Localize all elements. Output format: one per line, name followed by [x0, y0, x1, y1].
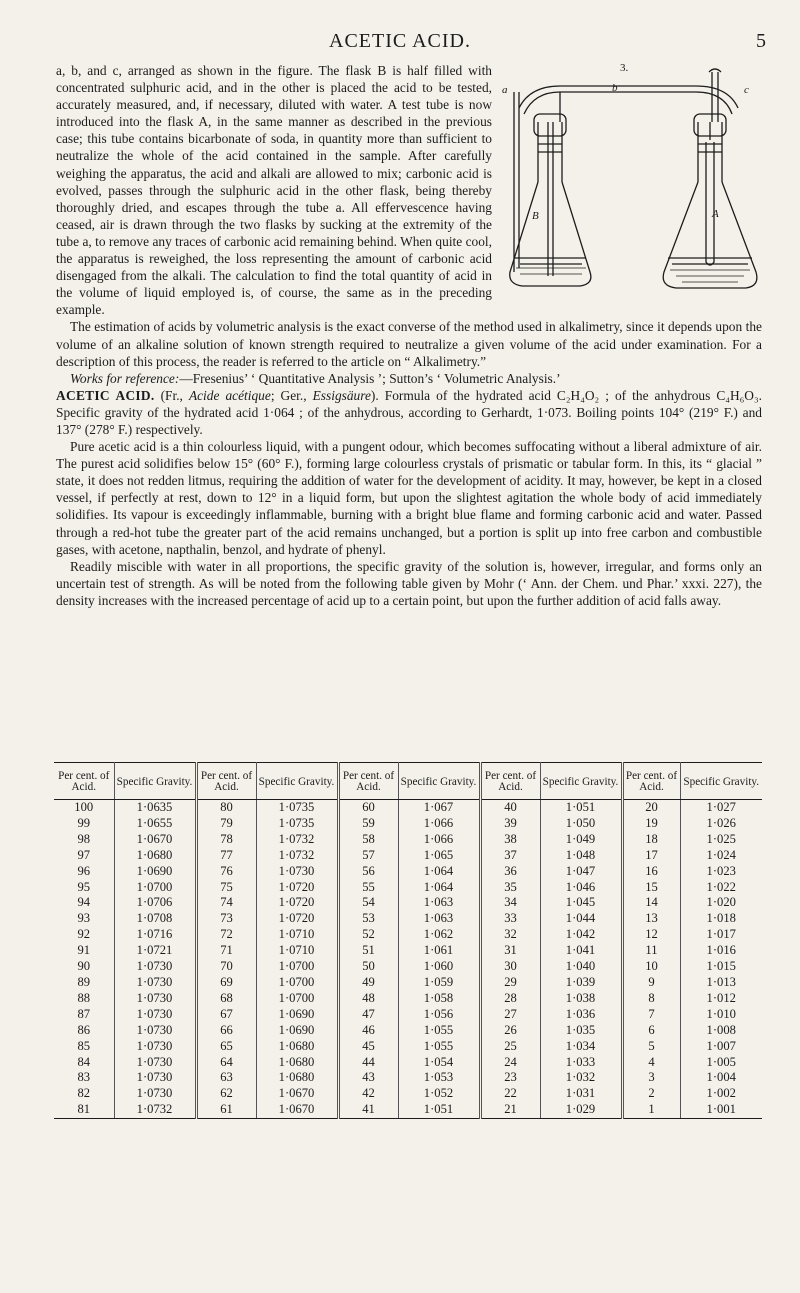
percent-cell: 79 — [196, 816, 256, 832]
percent-cell: 10 — [622, 959, 680, 975]
gravity-cell: 1·007 — [706, 1038, 736, 1053]
table-row — [54, 880, 762, 896]
gravity-cell: 1·044 — [540, 911, 622, 927]
gravity-cell: 1·0710 — [256, 927, 338, 943]
percent-cell: 59 — [338, 816, 398, 832]
percent-cell: 84 — [54, 1055, 114, 1071]
percent-cell: 20 — [622, 800, 680, 816]
gravity-cell: 1·0690 — [256, 1007, 338, 1023]
table-row — [54, 975, 762, 991]
gravity-cell: 1·018 — [706, 911, 736, 926]
gravity-cell: 1·0700 — [256, 991, 338, 1007]
percent-cell: 26 — [480, 1023, 540, 1039]
gravity-cell: 1·005 — [706, 1054, 736, 1069]
percent-cell: 9 — [622, 975, 680, 991]
gravity-cell: 1·017 — [706, 927, 736, 942]
gravity-cell: 1·066 — [398, 816, 480, 832]
gravity-cell: 1·0730 — [114, 1023, 196, 1039]
label-flask-b: B — [532, 210, 539, 222]
percent-cell: 3 — [622, 1070, 680, 1086]
gravity-cell: 1·022 — [706, 879, 736, 894]
percent-cell: 2 — [622, 1086, 680, 1102]
table-row — [54, 927, 762, 943]
col-header-pct: Per cent. of Acid. — [480, 763, 540, 800]
gravity-cell: 1·0730 — [114, 959, 196, 975]
label-flask-a: A — [712, 208, 719, 220]
flask-b-body — [510, 182, 591, 286]
percent-cell: 51 — [338, 943, 398, 959]
flask-a-body — [663, 182, 757, 288]
table-row — [54, 959, 762, 975]
percent-cell: 4 — [622, 1055, 680, 1071]
gravity-cell: 1·0710 — [256, 943, 338, 959]
percent-cell: 62 — [196, 1086, 256, 1102]
col-header-sg: Specific Gravity. — [540, 763, 622, 800]
gravity-cell: 1·015 — [706, 959, 736, 974]
percent-cell: 54 — [338, 895, 398, 911]
gravity-cell: 1·031 — [540, 1086, 622, 1102]
percent-cell: 43 — [338, 1070, 398, 1086]
percent-cell: 91 — [54, 943, 114, 959]
gravity-cell: 1·056 — [398, 1007, 480, 1023]
percent-cell: 32 — [480, 927, 540, 943]
percent-cell: 40 — [480, 800, 540, 816]
percent-cell: 52 — [338, 927, 398, 943]
table-row — [54, 1055, 762, 1071]
percent-cell: 81 — [54, 1102, 114, 1118]
label-a: a — [502, 84, 508, 96]
gravity-cell: 1·035 — [540, 1023, 622, 1039]
percent-cell: 11 — [622, 943, 680, 959]
percent-cell: 19 — [622, 816, 680, 832]
gravity-cell: 1·029 — [540, 1102, 622, 1118]
gravity-cell: 1·012 — [706, 990, 736, 1005]
gravity-cell: 1·040 — [540, 959, 622, 975]
gravity-cell: 1·0720 — [256, 911, 338, 927]
col-header-pct: Per cent. of Acid. — [622, 763, 680, 800]
gravity-cell: 1·0730 — [114, 975, 196, 991]
percent-cell: 69 — [196, 975, 256, 991]
percent-cell: 83 — [54, 1070, 114, 1086]
percent-cell: 93 — [54, 911, 114, 927]
gravity-cell: 1·0708 — [114, 911, 196, 927]
gravity-cell: 1·016 — [706, 943, 736, 958]
percent-cell: 45 — [338, 1039, 398, 1055]
gravity-cell: 1·001 — [680, 1102, 762, 1118]
percent-cell: 47 — [338, 1007, 398, 1023]
gravity-cell: 1·0700 — [114, 880, 196, 896]
percent-cell: 65 — [196, 1039, 256, 1055]
apparatus-figure — [500, 62, 762, 306]
gravity-cell: 1·0735 — [256, 816, 338, 832]
percent-cell: 37 — [480, 848, 540, 864]
heading-pre: (Fr., — [160, 387, 189, 403]
percent-cell: 74 — [196, 895, 256, 911]
gravity-cell: 1·0680 — [256, 1055, 338, 1071]
percent-cell: 76 — [196, 864, 256, 880]
percent-cell: 27 — [480, 1007, 540, 1023]
percent-cell: 23 — [480, 1070, 540, 1086]
gravity-cell: 1·024 — [706, 847, 736, 862]
gravity-cell: 1·0730 — [114, 1055, 196, 1071]
gravity-cell: 1·058 — [398, 991, 480, 1007]
gravity-cell: 1·064 — [398, 864, 480, 880]
percent-cell: 89 — [54, 975, 114, 991]
gravity-cell: 1·0700 — [256, 959, 338, 975]
gravity-cell: 1·0730 — [114, 1070, 196, 1086]
body-text — [56, 62, 762, 609]
percent-cell: 96 — [54, 864, 114, 880]
percent-cell: 77 — [196, 848, 256, 864]
table-row — [54, 1039, 762, 1055]
heading-mid: ; Ger., — [270, 387, 313, 403]
gravity-cell: 1·0716 — [114, 927, 196, 943]
gravity-cell: 1·034 — [540, 1039, 622, 1055]
gravity-cell: 1·0730 — [114, 1007, 196, 1023]
gravity-cell: 1·036 — [540, 1007, 622, 1023]
gravity-cell: 1·0732 — [256, 848, 338, 864]
gravity-cell: 1·0655 — [114, 816, 196, 832]
percent-cell: 1 — [622, 1102, 680, 1118]
gravity-cell: 1·0670 — [256, 1086, 338, 1102]
gravity-cell: 1·0680 — [256, 1070, 338, 1086]
percent-cell: 86 — [54, 1023, 114, 1039]
gravity-cell: 1·055 — [398, 1039, 480, 1055]
percent-cell: 95 — [54, 880, 114, 896]
table-row — [54, 895, 762, 911]
formula-text: ). Formula of the hydrated acid C₂H₄O₂ ; of the anhydrous C₄H₆O₃. Specific gravity of the hydrated acid 1·064 ; of the anhydrous, according to Gerhardt, 1·073. Boiling points 104° (219° F.) and 137° (278° F.) respectively. — [56, 387, 762, 437]
table-body — [54, 800, 762, 1119]
gravity-cell: 1·047 — [540, 864, 622, 880]
percent-cell: 85 — [54, 1039, 114, 1055]
gravity-cell: 1·038 — [540, 991, 622, 1007]
section-heading: ACETIC ACID. — [56, 387, 155, 403]
gravity-cell: 1·026 — [706, 815, 736, 830]
gravity-cell: 1·053 — [398, 1070, 480, 1086]
table-row — [54, 991, 762, 1007]
gravity-cell: 1·0732 — [114, 1102, 196, 1118]
gravity-cell: 1·045 — [540, 895, 622, 911]
gravity-cell: 1·041 — [540, 943, 622, 959]
col-header-pct: Per cent. of Acid. — [338, 763, 398, 800]
col-header-pct: Per cent. of Acid. — [196, 763, 256, 800]
percent-cell: 34 — [480, 895, 540, 911]
percent-cell: 48 — [338, 991, 398, 1007]
paragraph-acetic-acid — [56, 387, 762, 438]
table-row — [54, 1007, 762, 1023]
figure-number: 3. — [620, 62, 629, 74]
gravity-cell: 1·059 — [398, 975, 480, 991]
percent-cell: 58 — [338, 832, 398, 848]
references-label: Works for reference: — [70, 370, 180, 386]
gravity-cell: 1·0720 — [256, 895, 338, 911]
gravity-cell: 1·027 — [706, 800, 736, 814]
gravity-cell: 1·0670 — [114, 832, 196, 848]
gravity-cell: 1·0635 — [114, 800, 196, 816]
gravity-cell: 1·0690 — [256, 1023, 338, 1039]
percent-cell: 94 — [54, 895, 114, 911]
gravity-cell: 1·013 — [706, 974, 736, 989]
gravity-cell: 1·0706 — [114, 895, 196, 911]
percent-cell: 35 — [480, 880, 540, 896]
gravity-cell: 1·054 — [398, 1055, 480, 1071]
percent-cell: 49 — [338, 975, 398, 991]
percent-cell: 55 — [338, 880, 398, 896]
page-header — [0, 30, 800, 54]
paragraph-references — [56, 370, 762, 387]
gravity-cell: 1·042 — [540, 927, 622, 943]
percent-cell: 18 — [622, 832, 680, 848]
gravity-cell: 1·002 — [706, 1086, 736, 1101]
two-flask-apparatus-drawing — [500, 62, 762, 306]
percent-cell: 97 — [54, 848, 114, 864]
gravity-cell: 1·0730 — [114, 991, 196, 1007]
percent-cell: 36 — [480, 864, 540, 880]
percent-cell: 21 — [480, 1102, 540, 1118]
percent-cell: 61 — [196, 1102, 256, 1118]
gravity-cell: 1·0735 — [256, 800, 338, 816]
percent-cell: 12 — [622, 927, 680, 943]
table-row — [54, 832, 762, 848]
percent-cell: 6 — [622, 1023, 680, 1039]
percent-cell: 82 — [54, 1086, 114, 1102]
percent-cell: 73 — [196, 911, 256, 927]
table-row — [54, 1070, 762, 1086]
gravity-cell: 1·0670 — [256, 1102, 338, 1118]
percent-cell: 44 — [338, 1055, 398, 1071]
gravity-cell: 1·061 — [398, 943, 480, 959]
percent-cell: 75 — [196, 880, 256, 896]
gravity-cell: 1·039 — [540, 975, 622, 991]
gravity-cell: 1·020 — [706, 895, 736, 910]
percent-cell: 28 — [480, 991, 540, 1007]
percent-cell: 30 — [480, 959, 540, 975]
percent-cell: 15 — [622, 880, 680, 896]
percent-cell: 60 — [338, 800, 398, 816]
table-row — [54, 864, 762, 880]
percent-cell: 57 — [338, 848, 398, 864]
percent-cell: 53 — [338, 911, 398, 927]
percent-cell: 64 — [196, 1055, 256, 1071]
percent-cell: 17 — [622, 848, 680, 864]
gravity-cell: 1·033 — [540, 1055, 622, 1071]
percent-cell: 41 — [338, 1102, 398, 1118]
percent-cell: 7 — [622, 1007, 680, 1023]
percent-cell: 87 — [54, 1007, 114, 1023]
percent-cell: 14 — [622, 895, 680, 911]
col-header-sg: Specific Gravity. — [680, 763, 762, 800]
page-number: 5 — [756, 30, 766, 52]
gravity-cell: 1·050 — [540, 816, 622, 832]
percent-cell: 38 — [480, 832, 540, 848]
percent-cell: 71 — [196, 943, 256, 959]
gravity-cell: 1·046 — [540, 880, 622, 896]
gravity-cell: 1·064 — [398, 880, 480, 896]
table-row — [54, 800, 762, 816]
percent-cell: 22 — [480, 1086, 540, 1102]
percent-cell: 50 — [338, 959, 398, 975]
percent-cell: 100 — [54, 800, 114, 816]
paragraph-properties: Pure acetic acid is a thin colourless liquid, with a pungent odour, which becomes suffocating without a liberal admixture of air. The purest acid solidifies below 15° (60° F.), forming large colourless crystals of prismatic or tabular form. In this, its “ glacial ” state, it does not redden litmus, requiring the addition of water for the development of acidity. It may, however, be kept in a closed vessel, if perfectly at rest, down to 12° in a liquid form, but upon the slightest agitation the whole body of acid immediately solidifies. Its vapour is exceedingly inflammable, burning with a bright blue flame and forming carbonic acid and water. Passed through a red-hot tube the greater part of the acid remains unchanged, but a portion is split up into free carbon and combustible gases, with acetone, napthalin, benzol, and hydrate of phenyl. — [56, 439, 762, 557]
gravity-cell: 1·0700 — [256, 975, 338, 991]
gravity-cell: 1·049 — [540, 832, 622, 848]
col-header-sg: Specific Gravity. — [256, 763, 338, 800]
table-row — [54, 1023, 762, 1039]
gravity-cell: 1·063 — [398, 911, 480, 927]
gravity-cell: 1·004 — [706, 1070, 736, 1085]
paragraph-1: a, b, and c, arranged as shown in the figure. The flask B is half filled with concentrated sulphuric acid, and in the other is placed the acid to be tested, accurately measured, and, if necessary, diluted with water. A test tube is now introduced into the flask A, in the same manner as described in the previous case; this tube contains bicarbonate of soda, in quantity more than sufficient to neutralize the whole of the acid contained in the sample. After carefully weighing the apparatus, the acid and alkali are allowed to mix; carbonic acid is evolved, passes through the sulphuric acid in the other flask, being thereby thoroughly dried, and escapes through the tube a. All effervescence having ceased, air is drawn through the two flasks by sucking at the extremity of the tube a, to remove any traces of carbonic acid remaining behind. When quite cool, the apparatus is reweighed, the loss representing the amount of carbonic acid disengaged from the alkali. The calculation to find the total quantity of acid in the volume of liquid employed is, of course, the same as in the preceding example. — [56, 63, 492, 318]
table-header-row — [54, 763, 762, 800]
gravity-cell: 1·052 — [398, 1086, 480, 1102]
percent-cell: 68 — [196, 991, 256, 1007]
percent-cell: 46 — [338, 1023, 398, 1039]
gravity-cell: 1·010 — [706, 1006, 736, 1021]
percent-cell: 24 — [480, 1055, 540, 1071]
gravity-cell: 1·0720 — [256, 880, 338, 896]
german-name: Essigsäure — [312, 387, 371, 403]
percent-cell: 92 — [54, 927, 114, 943]
density-table — [54, 762, 762, 1119]
label-c: c — [744, 84, 749, 96]
percent-cell: 88 — [54, 991, 114, 1007]
table-row — [54, 943, 762, 959]
label-b: b — [612, 82, 618, 94]
table-row — [54, 1086, 762, 1102]
percent-cell: 5 — [622, 1039, 680, 1055]
percent-cell: 39 — [480, 816, 540, 832]
gravity-cell: 1·0730 — [256, 864, 338, 880]
paragraph-2: The estimation of acids by volumetric analysis is the exact converse of the method used in alkalimetry, since it depends upon the volume of an alkaline solution of known strength required to neutralize a given volume of the acid under examination. For a description of this process, the reader is referred to the article on “ Alkalimetry.” — [56, 319, 762, 369]
gravity-cell: 1·008 — [706, 1022, 736, 1037]
percent-cell: 33 — [480, 911, 540, 927]
table-row — [54, 816, 762, 832]
gravity-cell: 1·0732 — [256, 832, 338, 848]
gravity-cell: 1·051 — [540, 800, 622, 816]
gravity-cell: 1·048 — [540, 848, 622, 864]
percent-cell: 31 — [480, 943, 540, 959]
gravity-cell: 1·060 — [398, 959, 480, 975]
col-header-pct: Per cent. of Acid. — [54, 763, 114, 800]
table-row — [54, 911, 762, 927]
table-row — [54, 848, 762, 864]
percent-cell: 8 — [622, 991, 680, 1007]
percent-cell: 63 — [196, 1070, 256, 1086]
running-title: ACETIC ACID. — [329, 30, 471, 52]
col-header-sg: Specific Gravity. — [398, 763, 480, 800]
percent-cell: 98 — [54, 832, 114, 848]
gravity-cell: 1·032 — [540, 1070, 622, 1086]
gravity-cell: 1·0721 — [114, 943, 196, 959]
gravity-cell: 1·062 — [398, 927, 480, 943]
gravity-cell: 1·051 — [398, 1102, 480, 1118]
gravity-cell: 1·067 — [398, 800, 480, 816]
percent-cell: 16 — [622, 864, 680, 880]
gravity-cell: 1·0680 — [256, 1039, 338, 1055]
gravity-cell: 1·065 — [398, 848, 480, 864]
gravity-cell: 1·025 — [706, 831, 736, 846]
gravity-cell: 1·055 — [398, 1023, 480, 1039]
table-row — [54, 1102, 762, 1118]
percent-cell: 56 — [338, 864, 398, 880]
references-text: —Fresenius’ ‘ Quantitative Analysis ’; Sutton’s ‘ Volumetric Analysis.’ — [179, 370, 561, 386]
gravity-cell: 1·0730 — [114, 1039, 196, 1055]
percent-cell: 70 — [196, 959, 256, 975]
col-header-sg: Specific Gravity. — [114, 763, 196, 800]
gravity-cell: 1·0690 — [114, 864, 196, 880]
percent-cell: 29 — [480, 975, 540, 991]
percent-cell: 78 — [196, 832, 256, 848]
gravity-cell: 1·023 — [706, 863, 736, 878]
gravity-cell: 1·063 — [398, 895, 480, 911]
percent-cell: 80 — [196, 800, 256, 816]
percent-cell: 66 — [196, 1023, 256, 1039]
paragraph-miscible: Readily miscible with water in all proportions, the specific gravity of the solution is, however, irregular, and forms only an uncertain test of strength. As will be noted from the following table given by Mohr (‘ Ann. der Chem. und Phar.’ xxxi. 227), the density increases with the increased percentage of acid up to a certain point, but upon the further addition of acid falls away. — [56, 558, 762, 608]
percent-cell: 99 — [54, 816, 114, 832]
percent-cell: 42 — [338, 1086, 398, 1102]
french-name: Acide acétique — [188, 387, 271, 403]
percent-cell: 25 — [480, 1039, 540, 1055]
percent-cell: 67 — [196, 1007, 256, 1023]
percent-cell: 72 — [196, 927, 256, 943]
percent-cell: 13 — [622, 911, 680, 927]
percent-cell: 90 — [54, 959, 114, 975]
gravity-cell: 1·066 — [398, 832, 480, 848]
gravity-cell: 1·0730 — [114, 1086, 196, 1102]
gravity-cell: 1·0680 — [114, 848, 196, 864]
